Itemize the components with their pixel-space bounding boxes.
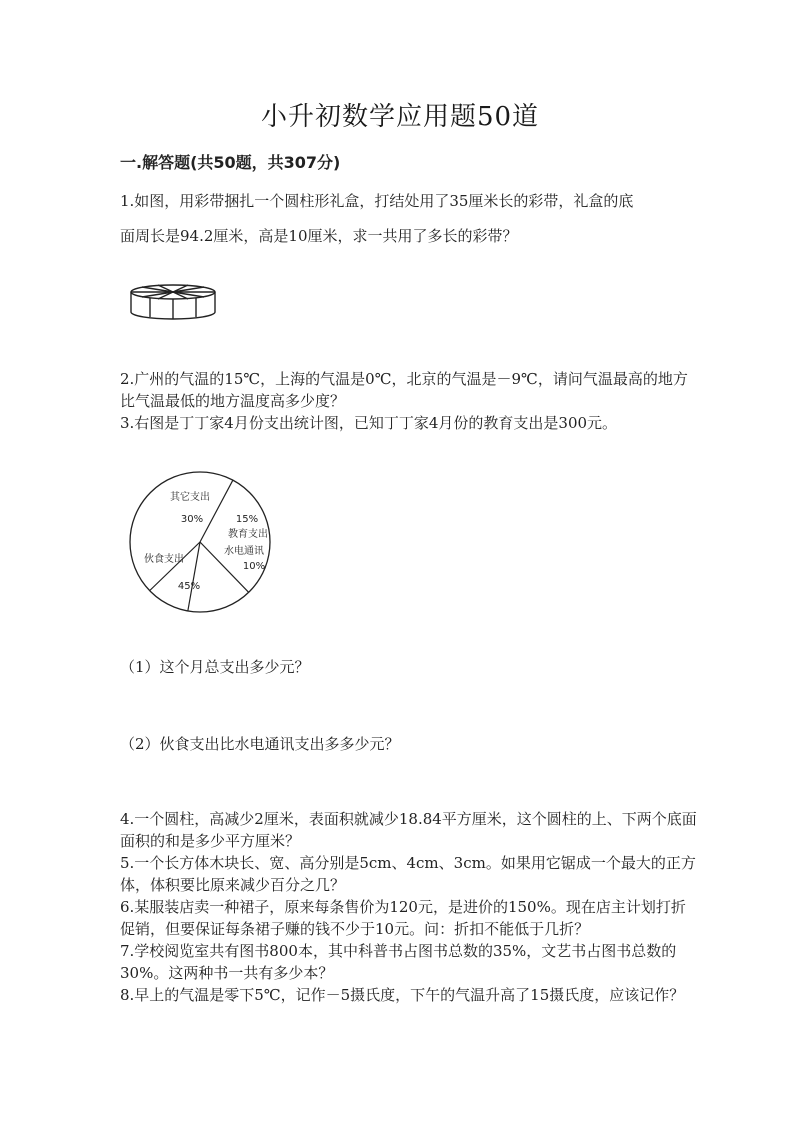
page-title: 小升初数学应用题50道	[260, 102, 540, 132]
cylinder-gift-box-figure	[128, 282, 218, 324]
question-7: 7.学校阅览室共有图书800本，其中科普书占图书总数的35%，文艺书占图书总数的30%。这两种书一共有多少本？	[120, 942, 677, 982]
slice-pct-utilities: 10%	[242, 561, 266, 572]
question-3: 3.右图是丁丁家4月份支出统计图，已知丁丁家4月份的教育支出是300元。	[120, 414, 618, 432]
question-6: 6.某服装店卖一种裙子，原来每条售价为120元，是进价的150%。现在店主计划打折促销，但要保证每条裙子赚的钱不少于10元。问：折扣不能低于几折？	[120, 898, 686, 938]
slice-pct-other: 30%	[180, 514, 204, 525]
question-5: 5.一个长方体木块长、宽、高分别是5cm、4cm、3cm。如果用它锯成一个最大的正方体，体积要比原来减少百分之几？	[120, 854, 696, 894]
question-1-line-1: 1.如图，用彩带捆扎一个圆柱形礼盒，打结处用了35厘米长的彩带，礼盒的底	[120, 192, 634, 210]
question-3-part-2: （2）伙食支出比水电通讯支出多多少元？	[120, 735, 400, 753]
question-2: 2.广州的气温的15℃，上海的气温是0℃，北京的气温是－9℃，请问气温最高的地方比气温最低的地方温度高多少度？	[120, 370, 688, 410]
slice-pct-food: 45%	[177, 581, 201, 592]
question-1-line-2: 面周长是94.2厘米，高是10厘米，求一共用了多长的彩带？	[120, 227, 518, 245]
slice-label-education: 教育支出	[228, 529, 268, 540]
question-8: 8.早上的气温是零下5℃，记作－5摄氏度，下午的气温升高了15摄氏度，应该记作？	[120, 986, 685, 1004]
slice-label-utilities: 水电通讯	[224, 546, 264, 557]
slice-label-other: 其它支出	[170, 492, 210, 503]
slice-label-food: 伙食支出	[144, 554, 184, 565]
slice-pct-education: 15%	[235, 514, 259, 525]
question-3-part-1: （1）这个月总支出多少元？	[120, 658, 310, 676]
section-heading: 一.解答题(共50题，共307分)	[120, 153, 341, 172]
question-4: 4.一个圆柱，高减少2厘米，表面积就减少18.84平方厘米，这个圆柱的上、下两个底面面积的和是多少平方厘米？	[120, 810, 697, 850]
expense-pie-chart	[125, 470, 285, 620]
